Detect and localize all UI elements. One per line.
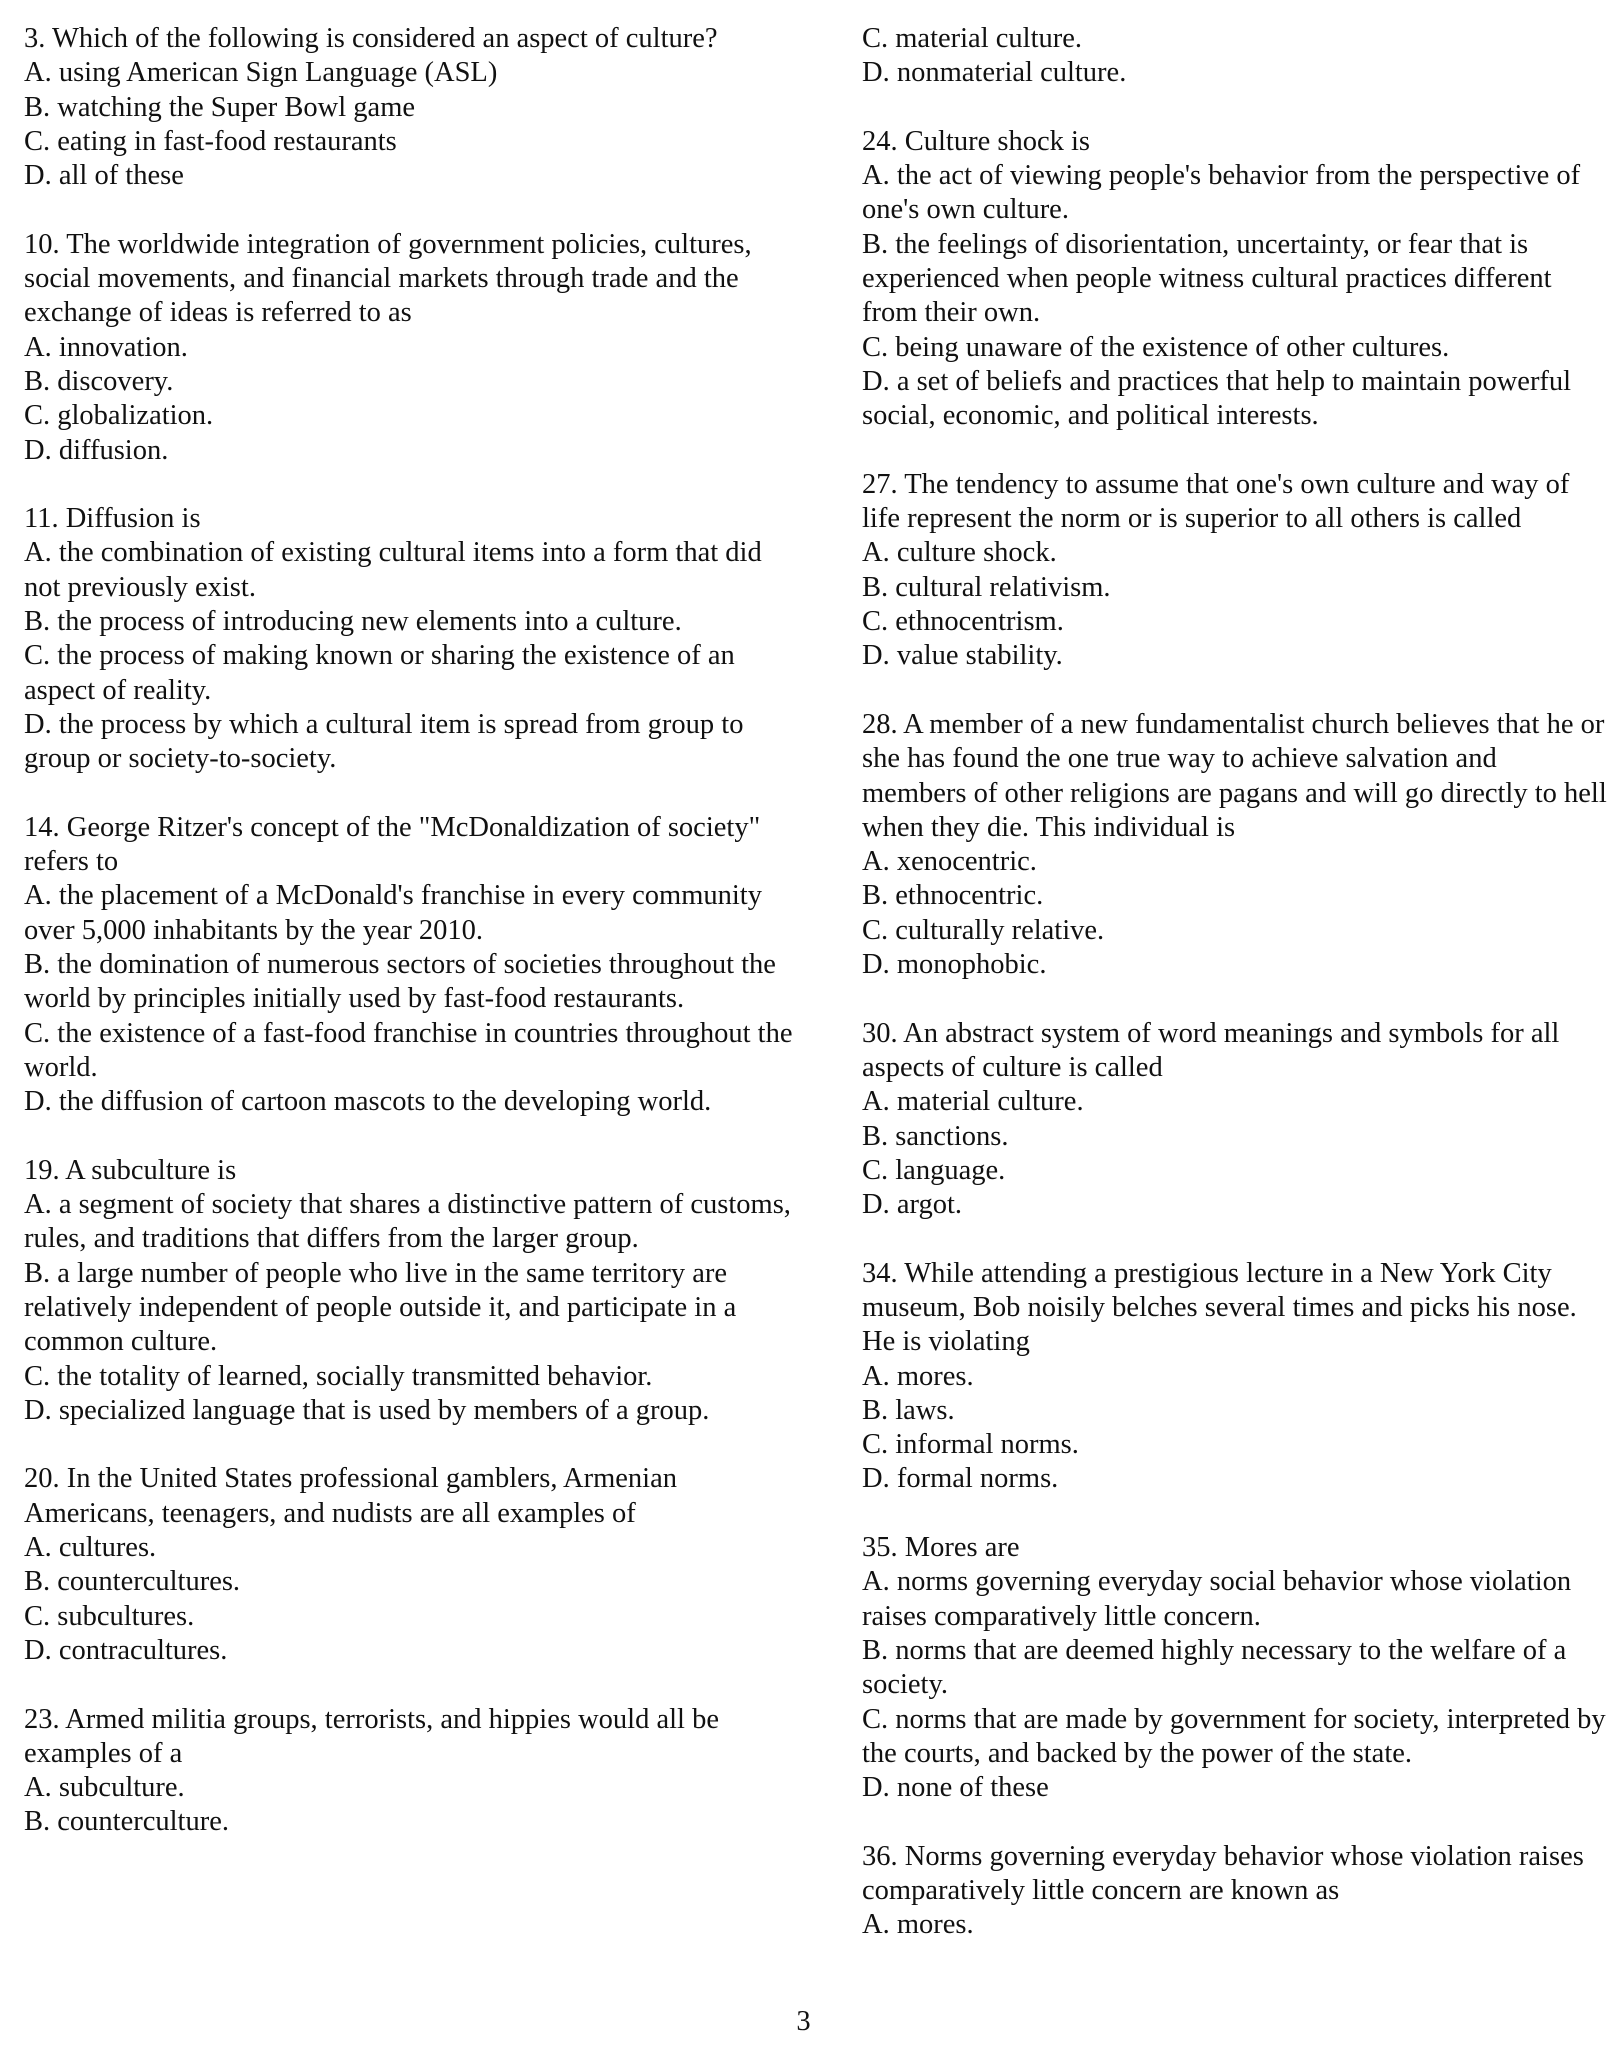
answer-option: D. none of these xyxy=(862,1772,1049,1804)
page-number: 3 xyxy=(796,2006,811,2037)
right-column xyxy=(862,22,1607,1943)
question-block xyxy=(24,811,804,1120)
answer-option: D. contracultures. xyxy=(24,1634,228,1666)
answer-option: A. norms governing everyday social behavior whose violation raises comparatively little concern. xyxy=(862,1566,1572,1632)
question-stem: 28. A member of a new fundamentalist church believes that he or she has found the one true way to achieve salvation and members of other religions are pagans and will go directly to hell when they die. This individual is xyxy=(862,708,1607,843)
answer-option: C. material culture. xyxy=(862,23,1082,54)
answer-option: B. cultural relativism. xyxy=(862,571,1111,603)
answer-option: D. monophobic. xyxy=(862,949,1047,981)
question-stem: 30. An abstract system of word meanings and symbols for all aspects of culture is called xyxy=(862,1017,1560,1083)
question-stem: 34. While attending a prestigious lecture in a New York City museum, Bob noisily belches several times and picks his nose. He is violating xyxy=(862,1257,1577,1358)
answer-option: C. culturally relative. xyxy=(862,914,1105,946)
question-block xyxy=(862,1017,1607,1223)
answer-option: A. cultures. xyxy=(24,1532,157,1564)
answer-option: B. discovery. xyxy=(24,365,174,397)
answer-option: D. value stability. xyxy=(862,640,1063,672)
question-block xyxy=(24,1462,804,1668)
question-block xyxy=(24,228,804,468)
answer-option: B. countercultures. xyxy=(24,1566,241,1598)
answer-option: A. subculture. xyxy=(24,1772,185,1804)
question-block xyxy=(862,708,1607,982)
answer-option: A. the act of viewing people's behavior from the perspective of one's own culture. xyxy=(862,160,1581,226)
question-stem: 23. Armed militia groups, terrorists, and hippies would all be examples of a xyxy=(24,1703,719,1769)
question-block xyxy=(862,1840,1607,1943)
question-stem: 3. Which of the following is considered an aspect of culture? xyxy=(24,23,718,54)
answer-option: B. a large number of people who live in the same territory are relatively independent of people outside it, and participate in a common culture. xyxy=(24,1257,737,1358)
left-column xyxy=(24,22,804,1840)
answer-option: B. the feelings of disorientation, uncertainty, or fear that is experienced when people witness cultural practices different from their own. xyxy=(862,228,1552,329)
question-block xyxy=(24,22,804,193)
question-stem: 24. Culture shock is xyxy=(862,125,1090,157)
answer-option: C. ethnocentrism. xyxy=(862,606,1064,638)
answer-option: A. material culture. xyxy=(862,1086,1084,1118)
answer-option: A. mores. xyxy=(862,1360,974,1392)
question-stem: 11. Diffusion is xyxy=(24,503,201,535)
question-stem: 20. In the United States professional gamblers, Armenian Americans, teenagers, and nudists are all examples of xyxy=(24,1463,677,1529)
answer-option: C. eating in fast-food restaurants xyxy=(24,125,397,157)
answer-option: D. nonmaterial culture. xyxy=(862,57,1127,89)
answer-option: B. norms that are deemed highly necessary to the welfare of a society. xyxy=(862,1634,1567,1701)
answer-option: D. the process by which a cultural item is spread from group to group or society-to-society. xyxy=(24,708,744,775)
answer-option: B. laws. xyxy=(862,1394,955,1426)
question-stem: 14. George Ritzer's concept of the "McDonaldization of society" refers to xyxy=(24,811,761,878)
answer-option: C. informal norms. xyxy=(862,1429,1079,1461)
question-stem: 36. Norms governing everyday behavior whose violation raises comparatively little concern are known as xyxy=(862,1840,1584,1907)
answer-option: A. the combination of existing cultural items into a form that did not previously exist. xyxy=(24,537,762,603)
answer-option: B. ethnocentric. xyxy=(862,880,1044,912)
question-block xyxy=(862,1531,1607,1805)
question-block xyxy=(862,1257,1607,1497)
answer-option: D. a set of beliefs and practices that help to maintain powerful social, economic, and political interests. xyxy=(862,365,1572,432)
answer-option: B. watching the Super Bowl game xyxy=(24,91,416,123)
answer-option: D. the diffusion of cartoon mascots to the developing world. xyxy=(24,1086,712,1118)
question-stem: 27. The tendency to assume that one's own culture and way of life represent the norm or is superior to all others is called xyxy=(862,468,1570,535)
question-block xyxy=(24,1703,804,1840)
answer-option: B. the domination of numerous sectors of societies throughout the world by principles initially used by fast-food restaurants. xyxy=(24,949,776,1015)
answer-option: D. diffusion. xyxy=(24,434,169,466)
question-block xyxy=(24,502,804,776)
question-stem: 35. Mores are xyxy=(862,1532,1020,1564)
question-stem: 10. The worldwide integration of government policies, cultures, social movements, and financial markets through trade and the exchange of ideas is referred to as xyxy=(24,228,752,329)
answer-option: C. norms that are made by government for society, interpreted by the courts, and backed by the power of the state. xyxy=(862,1703,1606,1769)
answer-option: C. globalization. xyxy=(24,400,214,432)
question-stem: 19. A subculture is xyxy=(24,1154,237,1186)
answer-option: A. a segment of society that shares a distinctive pattern of customs, rules, and traditions that differs from the larger group. xyxy=(24,1189,791,1255)
question-block xyxy=(862,125,1607,434)
answer-option: A. innovation. xyxy=(24,331,188,363)
answer-option: C. subcultures. xyxy=(24,1600,195,1632)
answer-option: B. sanctions. xyxy=(862,1120,1009,1152)
answer-option: A. using American Sign Language (ASL) xyxy=(24,57,498,89)
answer-option: C. the existence of a fast-food franchise in countries throughout the world. xyxy=(24,1017,793,1083)
answer-option: D. argot. xyxy=(862,1189,963,1221)
question-block xyxy=(862,468,1607,674)
answer-option: C. being unaware of the existence of other cultures. xyxy=(862,331,1450,363)
answer-option: C. the process of making known or sharing the existence of an aspect of reality. xyxy=(24,640,735,706)
answer-option: D. formal norms. xyxy=(862,1463,1059,1495)
answer-option: D. specialized language that is used by members of a group. xyxy=(24,1394,710,1426)
answer-option: D. all of these xyxy=(24,160,184,192)
answer-option: B. counterculture. xyxy=(24,1806,229,1838)
question-block xyxy=(24,1154,804,1428)
answer-option: C. the totality of learned, socially transmitted behavior. xyxy=(24,1360,653,1392)
answer-option: B. the process of introducing new elements into a culture. xyxy=(24,606,682,638)
answer-option: A. the placement of a McDonald's franchise in every community over 5,000 inhabitants by the year 2010. xyxy=(24,880,762,946)
answer-option: C. language. xyxy=(862,1154,1006,1186)
answer-option: A. xenocentric. xyxy=(862,846,1037,878)
question-block xyxy=(862,22,1607,91)
answer-option: A. mores. xyxy=(862,1909,974,1941)
answer-option: A. culture shock. xyxy=(862,537,1057,569)
